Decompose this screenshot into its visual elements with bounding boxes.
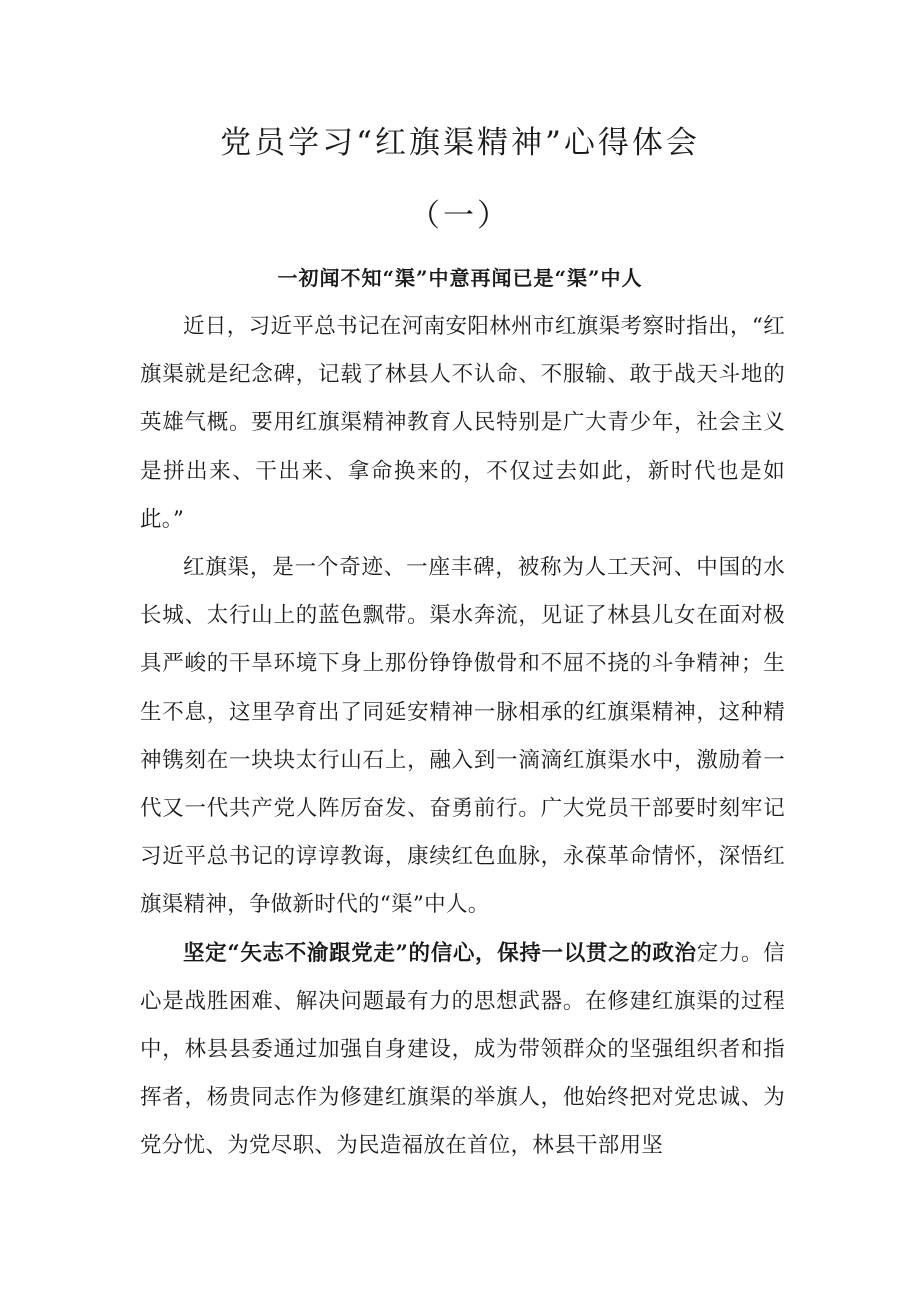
body-text [140,303,785,1171]
document-title: 党员学习“红旗渠精神”心得体会 [220,125,700,161]
paragraph-1: 近日，习近平总书记在河南安阳林州市红旗渠考察时指出，“红旗渠就是纪念碑，记载了林县人不认命、不服输、敢于战天斗地的英雄气概。要用红旗渠精神教育人民特别是广大青少年，社会主义是拼出来、干出来、拿命换来的，不仅过去如此，新时代也是如此。” [140,314,785,532]
paragraph-2: 红旗渠，是一个奇迹、一座丰碑，被称为人工天河、中国的水长城、太行山上的蓝色飘带。渠水奔流，见证了林县儿女在面对极具严峻的干旱环境下身上那份铮铮傲骨和不屈不挠的斗争精神；生生不息，这里孕育出了同延安精神一脉相承的红旗渠精神，这种精神镌刻在一块块太行山石上，融入到一滴滴红旗渠水中，激励着一代又一代共产党人阵厉奋发、奋勇前行。广大党员干部要时刻牢记习近平总书记的谆谆教诲，康续红色血脉，永葆革命情怀，深悟红旗渠精神，争做新时代的“渠”中人。 [140,555,785,918]
section-heading: 一初闻不知“渠”中意再闻已是“渠”中人 [277,266,643,290]
paragraph-3-text: 定力。信心是战胜困难、解决问题最有力的思想武器。在修建红旗渠的过程中，林县县委通过加强自身建设，成为带领群众的坚强组织者和指挥者，杨贵同志作为修建红旗渠的举旗人，他始终把对党忠诚、为党分忧、为党尽职、为民造福放在首位，林县干部用坚 [140,940,785,1159]
document-part-number: （一） [409,198,511,234]
paragraph-3-bold-lead: 坚定“矢志不渝跟党走”的信心，保持一以贯之的政治 [183,940,697,966]
paragraph-3 [140,930,785,1171]
